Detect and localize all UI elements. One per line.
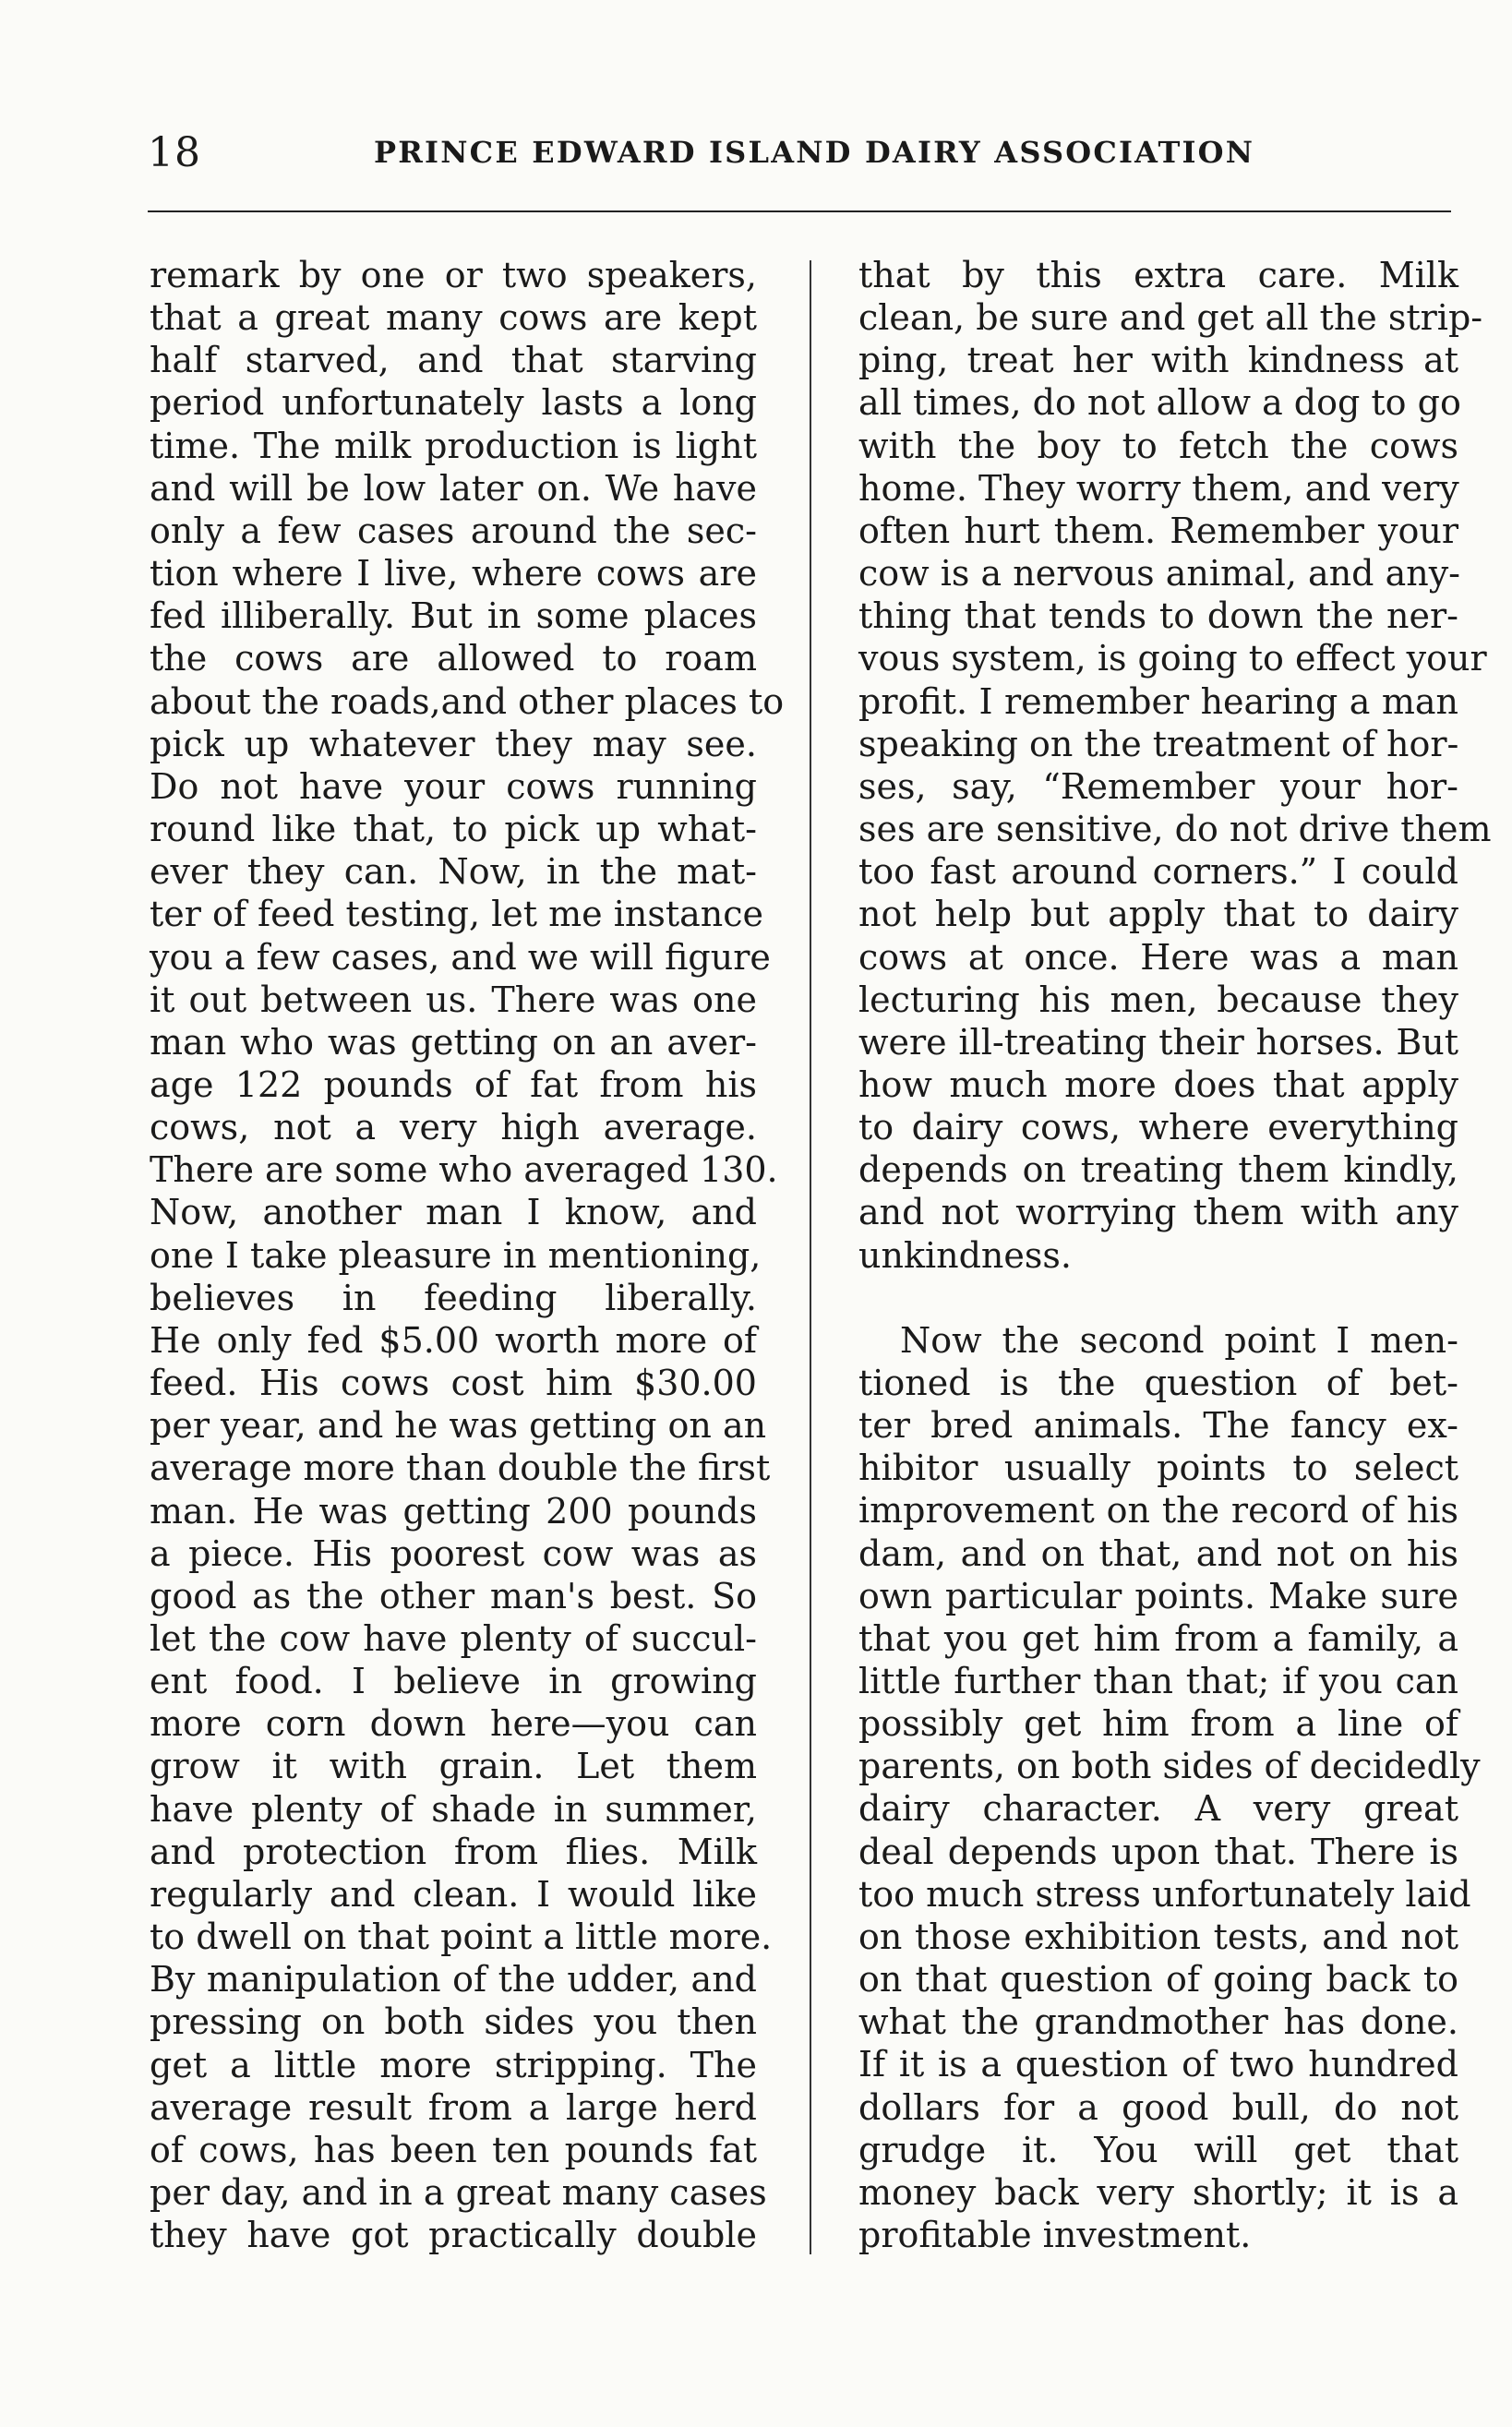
text-line: ses, say, “Remember your hor- <box>858 765 1458 807</box>
text-line: little further than that; if you can <box>858 1661 1458 1701</box>
text-line: lecturing his men, because they <box>858 979 1458 1020</box>
text-line: with the boy to fetch the cows <box>858 425 1458 466</box>
text-line: man. He was getting 200 pounds <box>150 1490 757 1532</box>
text-line: Now, another man I know, and <box>150 1192 757 1233</box>
text-line: have plenty of shade in summer, <box>150 1788 757 1830</box>
text-line: man who was getting on an aver- <box>150 1021 757 1063</box>
text-line: that you get him from a family, a <box>858 1617 1458 1659</box>
text-line: only a few cases around the sec- <box>150 510 757 551</box>
text-line: how much more does that apply <box>858 1063 1458 1105</box>
text-line: they have got practically double <box>150 2215 757 2256</box>
text-line: all times, do not allow a dog to go <box>858 382 1461 424</box>
text-line: not help but apply that to dairy <box>858 894 1458 935</box>
text-line: unkindness. <box>858 1234 1072 1276</box>
text-line: ever they can. Now, in the mat- <box>150 851 757 893</box>
running-title: PRINCE EDWARD ISLAND DAIRY ASSOCIATION <box>374 135 1255 170</box>
text-line: it out between us. There was one <box>150 979 757 1020</box>
header-rule <box>148 210 1451 212</box>
text-line: vous system, is going to effect your <box>858 638 1487 679</box>
text-line: age 122 pounds of fat from his <box>150 1063 757 1105</box>
text-line: cows at once. Here was a man <box>858 936 1458 978</box>
text-line: about the roads,and other places to <box>150 680 785 722</box>
left-column <box>150 254 785 2256</box>
text-line: to dwell on that point a little more. <box>150 1916 773 1958</box>
text-line: a piece. His poorest cow was as <box>150 1532 757 1574</box>
text-line: cow is a nervous animal, and any- <box>858 553 1461 595</box>
text-line: deal depends upon that. There is <box>858 1831 1458 1872</box>
text-line: too fast around corners.” I could <box>858 851 1458 893</box>
text-line: dollars for a good bull, do not <box>858 2086 1458 2128</box>
text-line: and not worrying them with any <box>858 1192 1458 1233</box>
text-line: what the grandmother has done. <box>858 2001 1458 2043</box>
text-line: thing that tends to down the ner- <box>858 595 1458 637</box>
text-line: dam, and on that, and not on his <box>858 1532 1458 1574</box>
text-line: and will be low later on. We have <box>150 467 757 509</box>
text-line: were ill-treating their horses. But <box>858 1021 1458 1063</box>
text-line: per day, and in a great many cases <box>150 2172 767 2214</box>
text-line: feed. His cows cost him $30.00 <box>150 1363 757 1404</box>
text-line: believes in feeding liberally. <box>150 1277 757 1318</box>
text-line: profitable investment. <box>858 2215 1252 2256</box>
text-line: ent food. I believe in growing <box>150 1661 757 1702</box>
text-line: to dairy cows, where everything <box>858 1107 1458 1148</box>
text-line: depends on treating them kindly, <box>858 1149 1458 1191</box>
text-line: By manipulation of the udder, and <box>150 1959 757 2000</box>
text-line: Now the second point I men- <box>900 1319 1458 1361</box>
right-column <box>858 254 1492 2256</box>
text-line: profit. I remember hearing a man <box>858 680 1458 722</box>
text-line: that a great many cows are kept <box>150 297 757 339</box>
text-line: too much stress unfortunately laid <box>858 1873 1471 1915</box>
text-line: speaking on the treatment of hor- <box>858 723 1459 764</box>
text-line: of cows, has been ten pounds fat <box>150 2129 757 2170</box>
text-line: average result from a large herd <box>150 2086 757 2128</box>
column-divider <box>810 260 811 2254</box>
text-line: ping, treat her with kindness at <box>858 340 1458 381</box>
text-line: get a little more stripping. The <box>150 2044 757 2085</box>
text-line: on that question of going back to <box>858 1959 1458 2000</box>
text-line: time. The milk production is light <box>150 425 757 466</box>
text-line: home. They worry them, and very <box>858 467 1459 509</box>
text-line: pick up whatever they may see. <box>150 723 757 764</box>
text-line: on those exhibition tests, and not <box>858 1916 1458 1957</box>
text-line: per year, and he was getting on an <box>150 1405 767 1447</box>
text-line: ses are sensitive, do not drive them <box>858 809 1492 850</box>
text-line: dairy character. A very great <box>858 1788 1458 1830</box>
text-line: If it is a question of two hundred <box>858 2044 1458 2085</box>
text-line: that by this extra care. Milk <box>858 255 1458 295</box>
paragraph-gap <box>858 1277 1458 1319</box>
text-line: parents, on both sides of decidedly <box>858 1746 1481 1787</box>
text-line: grudge it. You will get that <box>858 2129 1458 2170</box>
text-line: cows, not a very high average. <box>150 1107 757 1148</box>
text-line: He only fed $5.00 worth more of <box>150 1319 757 1361</box>
text-line: ter bred animals. The fancy ex- <box>858 1405 1458 1447</box>
text-line: Do not have your cows running <box>150 765 757 807</box>
text-line: There are some who averaged 130. <box>150 1149 778 1191</box>
text-line: more corn down here—you can <box>150 1703 757 1745</box>
text-line: period unfortunately lasts a long <box>150 382 757 424</box>
text-line: tion where I live, where cows are <box>150 553 757 595</box>
text-line: let the cow have plenty of succul- <box>150 1618 757 1659</box>
text-line: clean, be sure and get all the strip- <box>858 297 1483 339</box>
text-line: grow it with grain. Let them <box>150 1746 757 1787</box>
text-line: tioned is the question of bet- <box>858 1362 1458 1403</box>
text-line: you a few cases, and we will figure <box>150 936 771 978</box>
page-header <box>148 129 1458 181</box>
text-line: pressing on both sides you then <box>150 2001 757 2043</box>
text-line: remark by one or two speakers, <box>150 255 757 295</box>
text-line: own particular points. Make sure <box>858 1575 1458 1616</box>
text-line: often hurt them. Remember your <box>858 510 1458 551</box>
text-line: round like that, to pick up what- <box>150 809 757 850</box>
text-line: hibitor usually points to select <box>858 1448 1458 1489</box>
text-line: and protection from flies. Milk <box>150 1831 757 1872</box>
text-line: fed illiberally. But in some places <box>150 595 757 637</box>
text-line: ter of feed testing, let me instance <box>150 894 763 935</box>
text-line: half starved, and that starving <box>150 340 757 381</box>
page-number: 18 <box>148 129 201 176</box>
text-line: improvement on the record of his <box>858 1490 1458 1532</box>
text-line: possibly get him from a line of <box>858 1703 1458 1745</box>
text-line: regularly and clean. I would like <box>150 1873 757 1915</box>
text-line: the cows are allowed to roam <box>150 638 757 679</box>
text-line: money back very shortly; it is a <box>858 2171 1458 2213</box>
text-line: good as the other man's best. So <box>150 1575 757 1616</box>
text-line: one I take pleasure in mentioning, <box>150 1234 762 1276</box>
text-line: average more than double the first <box>150 1448 771 1489</box>
